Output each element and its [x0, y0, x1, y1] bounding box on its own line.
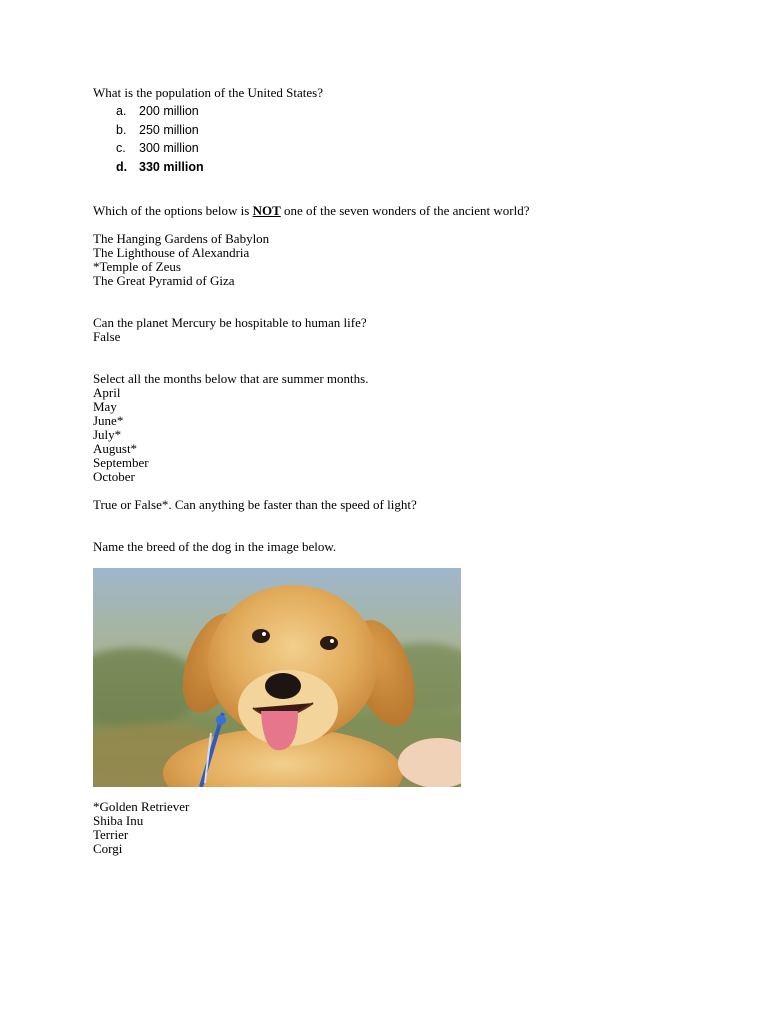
question-3-answer: False [93, 329, 121, 344]
question-4-text: Select all the months below that are summer months. [93, 371, 369, 386]
wonder-option: The Great Pyramid of Giza [93, 273, 235, 288]
option-marker: d. [116, 159, 128, 174]
month-option: August* [93, 441, 138, 456]
question-2-text [93, 204, 693, 218]
month-option: July* [93, 427, 122, 442]
question-1-options [93, 102, 693, 176]
option-marker: b. [116, 122, 127, 137]
document-page [93, 86, 693, 856]
month-option: May [93, 399, 117, 414]
option-marker: c. [116, 141, 126, 155]
question-2-before: Which of the options below is [93, 203, 253, 218]
question-6-text: Name the breed of the dog in the image below. [93, 539, 337, 554]
breed-option: Corgi [93, 841, 123, 856]
wonder-option: *Temple of Zeus [93, 259, 181, 274]
option-b [93, 121, 693, 140]
option-a [93, 102, 693, 121]
wonder-option: The Hanging Gardens of Babylon [93, 231, 270, 246]
question-3-text: Can the planet Mercury be hospitable to human life? [93, 315, 367, 330]
breed-option: Terrier [93, 827, 129, 842]
breed-option: *Golden Retriever [93, 799, 190, 814]
question-5-text: True or False*. Can anything be faster than the speed of light? [93, 497, 417, 512]
option-text: 330 million [139, 159, 204, 174]
question-2-after: one of the seven wonders of the ancient world? [280, 203, 530, 218]
option-text: 300 million [139, 141, 199, 155]
question-2-emphasis: NOT [252, 203, 281, 218]
option-text: 250 million [139, 122, 199, 137]
dog-photo [93, 568, 461, 787]
option-text: 200 million [139, 104, 199, 118]
option-c [93, 139, 693, 158]
wonder-option: The Lighthouse of Alexandria [93, 245, 250, 260]
month-option: April [93, 385, 121, 400]
question-1-text: What is the population of the United States? [93, 85, 323, 100]
month-option: September [93, 455, 149, 470]
option-d-correct [93, 158, 693, 177]
breed-option: Shiba Inu [93, 813, 144, 828]
option-marker: a. [116, 104, 127, 118]
month-option: June* [93, 413, 124, 428]
month-option: October [93, 469, 135, 484]
